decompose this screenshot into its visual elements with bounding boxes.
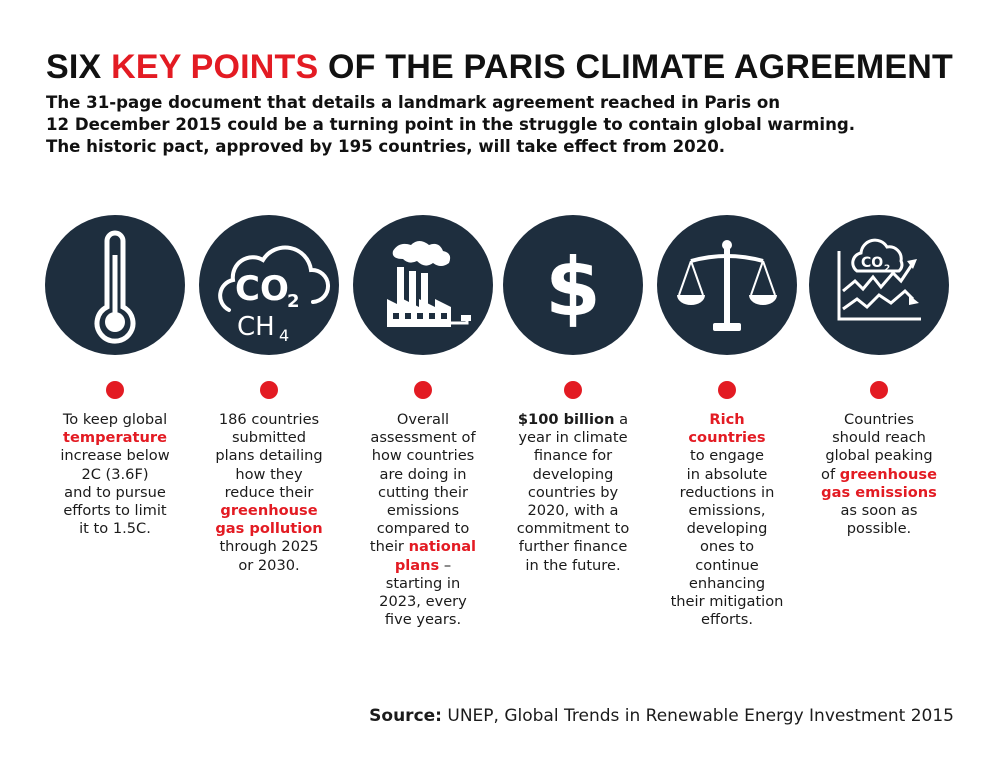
intro-paragraph bbox=[46, 92, 946, 158]
key-point-2 bbox=[194, 215, 344, 575]
thermometer-icon bbox=[45, 215, 185, 355]
key-point-text: To keep global temperature increase below 2C (3.6F) and to pursue efforts to limit it to 1.5C. bbox=[60, 411, 170, 538]
factory-icon bbox=[353, 215, 493, 355]
key-point-4 bbox=[498, 215, 648, 575]
rising-emissions-chart-icon bbox=[809, 215, 949, 355]
co2-ch4-cloud-icon bbox=[199, 215, 339, 355]
svg-text:CO: CO bbox=[861, 255, 884, 271]
svg-text:$: $ bbox=[545, 241, 601, 334]
ch4-label: CH bbox=[237, 312, 275, 342]
source-label: Source: bbox=[369, 706, 442, 726]
bullet-dot bbox=[718, 381, 736, 399]
source-credit bbox=[369, 706, 954, 726]
intro-line: 12 December 2015 could be a turning point in the struggle to contain global warming. bbox=[46, 115, 856, 134]
intro-line: The 31-page document that details a landmark agreement reached in Paris on bbox=[46, 93, 781, 112]
bullet-dot bbox=[870, 381, 888, 399]
source-text: UNEP, Global Trends in Renewable Energy Investment 2015 bbox=[441, 706, 954, 726]
key-point-5 bbox=[652, 215, 802, 629]
bullet-dot bbox=[414, 381, 432, 399]
key-point-text: Overall assessment of how countries are doing in cutting their emissions compared to their national plans – starting in 2023, every five years. bbox=[369, 411, 477, 629]
key-point-1 bbox=[40, 215, 190, 538]
dollar-icon bbox=[503, 215, 643, 355]
key-point-text: $100 billion a year in climate finance for developing countries by 2020, with a commitment to further finance in the future. bbox=[516, 411, 630, 574]
co2-subscript: 2 bbox=[287, 291, 300, 312]
page-title bbox=[46, 48, 953, 87]
ch4-subscript: 4 bbox=[279, 326, 290, 345]
bullet-dot bbox=[564, 381, 582, 399]
intro-line: The historic pact, approved by 195 countries, will take effect from 2020. bbox=[46, 137, 726, 156]
co2-label: CO bbox=[235, 269, 289, 309]
title-part1: SIX bbox=[46, 48, 112, 86]
scales-icon bbox=[657, 215, 797, 355]
svg-text:2: 2 bbox=[884, 264, 891, 274]
bullet-dot bbox=[260, 381, 278, 399]
title-part2: OF THE PARIS CLIMATE AGREEMENT bbox=[318, 48, 953, 86]
key-point-text: Rich countries to engage in absolute reductions in emissions, developing ones to continue enhancing their mitigation efforts. bbox=[670, 411, 784, 629]
key-point-3 bbox=[348, 215, 498, 629]
key-point-text: Countries should reach global peaking of greenhouse gas emissions as soon as possible. bbox=[821, 411, 937, 538]
bullet-dot bbox=[106, 381, 124, 399]
title-accent: KEY POINTS bbox=[111, 48, 319, 86]
key-point-text: 186 countries submitted plans detailing how they reduce their greenhouse gas pollution through 2025 or 2030. bbox=[215, 411, 323, 574]
key-point-6 bbox=[804, 215, 954, 538]
